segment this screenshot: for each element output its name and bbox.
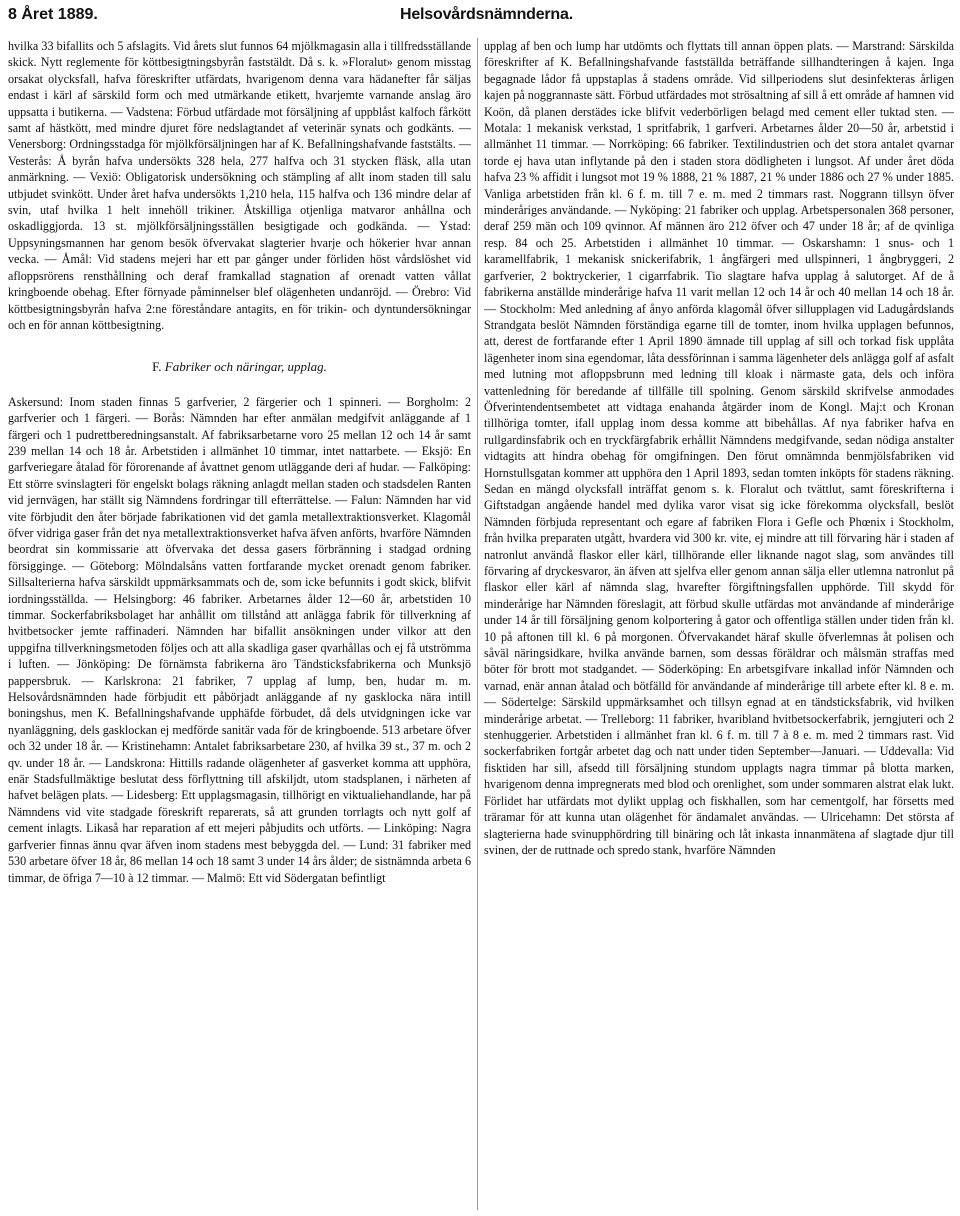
left-text-block-1: hvilka 33 bifallits och 5 afslagits. Vid årets slut funnos 64 mjölkmagasin alla i tillfredsställande skick. Nytt reglemente för köttbesigtningsbyrån faststäldt. Då s. k. »Floralut» genom misstag orsakat olycksfall, hafva föreskrifter utfärdats, hvarigenom denna vara hädanefter får säljas endast i kärl af särskild form och med utmärkande etikett, hvarjemte varnande anslag äro uppsatta i butikerna. — Vadstena: Förbud utfärdade mot försäljning af uppblåst kalfoch fårkött samt af hästkött, med mindre djuret före nedslagtandet af veterinär synats och godkänts. — Venersborg: Ordningsstadga för mjölkförsäljningen har af K. Befallningshafvande faststälts. — Vesterås: Å byrån hafva undersökts 328 hela, 277 halfva och 31 stycken fläsk, alla utan anmärkning. — Vexiö: Obligatorisk undersökning och stämpling af allt inom staden till salu utbjudet svinkött. Under året hafva undersökts 1,210 hela, 115 halfva och 136 mindre delar af svin, utaf hvilka 1 helt innehöll trikiner. Åtskilliga otjenliga matvaror anhållna och oskadliggjorda. 13 st. mjölkförsäljningsställen besigtigade och godkända. — Ystad: Uppsyningsmannen har genom besök öfvervakat slagterier hvarje och hökerier hvar annan vecka. — Åmål: Vid stadens mejeri har ett par gånger under förliden höst vårdslöshet vid afloppsrörens rensthållning och deraf framkallad stagnation af orenadt vatten vållat kringboende obehag. Efter förnyade påminnelser blef olägenheten undanröjd. — Örebro: Vid köttbesigtningsbyrån hafva 2:ne föreståndare antagits, en för trikin- och dyntundersökningar och en för annan köttbesigtning. [8, 39, 471, 332]
right-text-block-1: upplag af ben och lump har utdömts och flyttats till annan öppen plats. — Marstrand: Särskilda föreskrifter af K. Befallningshafvande fastställda beträffande sillhandteringen å kajen. Inga begagnade lådor få uppstaplas å stadens område. Vid sillperiodens slut desinfekteras årligen kajen på noggrannaste sätt. Förbud utfärdades mot strösaltning af sill å ett område af hamnen vid Koön, då planen derstädes icke blifvit vederbörligen belagd med cement eller tuktad sten. — Motala: 1 mekanisk verkstad, 1 spritfabrik, 1 garfveri. Arbetarnes ålder 20—50 år, arbetstid i allmänhet 11 timmar. — Norrköping: 66 fabriker. Textilindustrien och det stora antalet qvarnar torde ej hava utan inflytande på den i staden stora dödligheten i lungsot. Af under året döda hafva 23 % affidit i lungsot mot 19 % 1888, 21 % 1887, 21 % under 1886 och 27 % under 1885. Vanliga arbetstiden från kl. 6 f. m. till 7 e. m. med 2 timmars rast. Noggrann tillsyn öfver minderåriges användande. — Nyköping: 21 fabriker och upplag. Arbetspersonalen 368 personer, deraf 259 män och 109 qvinnor. Af männen äro 212 öfver och 47 under 18 år; af de qvinliga resp. 84 och 25. Arbetstiden i allmänhet 10 timmar. — Oskarshamn: 1 snus- och 1 karamellfabrik, 1 mekanisk snickerifabrik, 1 ångfärgeri med ullspinneri, 1 ångbryggeri, 2 garfverier, 2 boktryckerier, 1 cigarrfabrik. Tio slagtare hafva upplag å salutorget. Af de å fabrikerna anställde minderårige hafva 11 varit mellan 12 och 14 år och 40 mellan 14 och 18 år. — Stockholm: Med anledning af ånyo anförda klagomål öfver sillupplagen vid Ladugårdslands Strandgata beslöt Nämnden förständiga egarne till de tomter, inom hvilka upplagen befunnos, att, derest de fortfarande efter 1 April 1890 ämnade till upplag af sill och torkad fisk upplåta lägenheter inom sina egendomar, låta dessförinnan i samma lägenheter dels anlägga golf af asfalt med lutning mot afloppsbrunn med ledning till kloak i närmaste gata, dels och införa vattenledning för beredande af tillfälle till spolning. Genom särskild skrifvelse anmodades Öfverintendentsembetet att vidtaga enahanda åtgärder inom de Kongl. Maj:t och Kronan tillhöriga tomter, ifall upplag inom dessa komme att bibehållas. Af nya fabriker hafva en rullgardinsfabrik och en tryckfärgfabrik erhållit Nämndens medgifvande, sedan nödiga anstalter vidtagits att hindra obehag för omgifningen. Den förut omnämnda benmjölsfabriken vid Hornstullsgatan kommer att upphöra den 1 April 1893, sedan tomten inköpts för stadens räkning. Sedan en mängd olycksfall inträffat genom s. k. Floralut och tvättlut, samt föreskrifterna i Giftstadgan angående handel med dylika varor visat sig icke förekomma olycksfall, beslöt Nämnden förbjuda representant och egare af fabriken Flora i Gefle och Phœnix i Stockholm, från hvilka preparaten utgått, hvardera vid 300 kr. vite, ej mindre att till förvaring här i staden af natronlut användå flaskor eller kärl, tillhörande eller liknande nagot slag, som användes till förvaring af dryckesvaror, än äfven att sjelfva eller genom annan sälja eller utlemna natronlut på flaskor eller kärl af nämnda slag, hvarefter förgiftningsfallen upphörde. Till skydd för minderårige har Nämnden föreslagit, att förbud skulle utfärdas mot användande af minderårige under 14 år till försäljning genom kolportering å gator och offentliga ställen under tiden från kl. 10 på aftonen till kl. 6 på morgonen. Öfvervakandet häraf skulle öfverlemnas åt polisen och såväl näringsidkare, hvilka använde barnen, som dessas föräldrar och målsmän straffas med böter för brott mot stadgandet. — Söderköping: En arbetsgifvare inkallad inför Nämnden och varnad, enär annan åtalad och bötfälld för användande af minderårige till arbete efter kl. 8 e. m. — Södertelge: Särskild uppmärksamhet och tillsyn egnad at en tändsticksfabrik, vid hvilken minderårige arbetat. — Trelleborg: 11 fabriker, hvaribland hvitbetsockerfabrik, jerngjuteri och 2 stenhuggerier. Arbetstiden i allmänhet fran kl. 6 f. m. till 7 à 8 e. m. med 2 timmars rast. Vid sockerfabriken fortgår arbetet dag och natt under tiden September—Januari. — Uddevalla: Vid fisktiden har sill, afsedd till försäljning stundom upplagts nagra timmar på blotta marken, hvarigenom denna impregnerats med blod och orenlighet, som under sommaren alstrat elak lukt. Förlidet har utfärdats mot dylikt upplag och fiskhallen, som har cementgolf, har försetts med träramar för att kunna utan olägenhet för ändamalet användas. — Ulricehamn: Det största af slagterierna hade svinupphördring till binäring och låt inkasta innanmätena af slagtade djur till svinen, der de ruttnade och spredo stank, hvarföre Nämnden [484, 39, 954, 857]
section-heading-text: Fabriker och näringar, upplag. [164, 359, 327, 375]
right-column [484, 38, 954, 1212]
running-title: Helsovårdsnämnderna. [400, 6, 573, 23]
column-divider [477, 38, 478, 1210]
section-heading [8, 359, 471, 375]
section-heading-letter: F. [152, 359, 162, 375]
left-column [8, 38, 471, 1212]
page-header [8, 4, 952, 30]
page-number-year: 8 Året 1889. [8, 6, 98, 23]
left-text-block-2: Askersund: Inom staden finnas 5 garfverier, 2 färgerier och 1 spinneri. — Borgholm: 2 garfverier och 1 färgeri. — Borås: Nämnden har efter anmälan medgifvit anläggande af 1 färgeri och 1 pudrettberedningsanstalt. Af fabriksarbetarne voro 25 mellan 12 och 14 år samt 239 mellan 14 och 18 år. Arbetstiden i allmänhet 10 timmar, intet nattarbete. — Eksjö: En garfveriegare åtalad för förorenande af åvattnet genom utläggande deri af hudar. — Falköping: Ett större svinslagteri för engelskt bolags räkning anlagdt mellan staden och stadsdelen Ranten vid jernvägen, har ställt sig Nämndens fordringar till efterrättelse. — Falun: Nämnden har vid vite förbjudit den åter började fabrikationen vid det gamla metallextraktionsverket. Klagomål öfver vidriga gaser från det nya metallextraktionsverket hafva äfven anförts, hvarföre Nämnden beordrat sin kommissarie att öfvervaka det dessa gasers förbränning i stadgad ordning försigginge. — Göteborg: Mölndalsåns vatten fortfarande mycket orenadt genom fabriker. Sillsalterierna hafva särskildt uppmärksammats och de, som icke befunnits i godt skick, blifvit iordningsställda. — Helsingborg: 46 fabriker. Arbetarnes ålder 12—60 år, arbetstiden 10 timmar. Sockerfabriksbolaget har anhållit om tillstånd att anlägga fabrik för tillverkning af hvitbetsocker jemte raffinaderi. Nämnden har bifallit ansökningen under vilkor att den uppgifna tillverkningsmetoden följes och att alla skadliga gaser qvarhållas och ej få utströmma i luften. — Jönköping: De förnämsta fabrikerna äro Tändsticksfabrikerna och Munksjö pappersbruk. — Karlskrona: 21 fabriker, 7 upplag af lump, ben, hudar m. m. Helsovårdsnämnden hade förbjudit ett påbörjadt anläggande af ny gasklocka nära intill boningshus, men K. Befallningshafvande upphäfde förbudet, då dels utvidgningen icke var nyanläggning, dels gasklockan ej medförde sanitär vada för de kringboende. 513 arbetare öfver och 32 under 18 år. — Kristinehamn: Antalet fabriksarbetare 230, af hvilka 39 st., 37 m. och 2 qv. under 18 år. — Landskrona: Hittills radande olägenheter af gasverket komma att upphöra, enär Stadsfullmäktige beslutat dess förflyttning till afskiljdt, utom stadsplanen, i närheten af hafvet belägen plats. — Lidesberg: Ett upplagsmagasin, tillhörigt en viktualiehandlande, har på Nämndens vid vite stadgade föreskrift reparerats, så att grunden torrlagts och nytt golf af cement inlagts. Likaså har reparation af ett mejeri påbjudits och utförts. — Linköping: Nagra garfverier finnas ännu qvar äfven inom stadens mest bebyggda del. — Lund: 31 fabriker med 530 arbetare öfver 18 år, 86 mellan 14 och 18 samt 3 under 14 års ålder; de sistnämnda arbeta 6 timmar, de öfriga 7—10 à 12 timmar. — Malmö: Ett vid Södergatan befintligt [8, 394, 471, 885]
